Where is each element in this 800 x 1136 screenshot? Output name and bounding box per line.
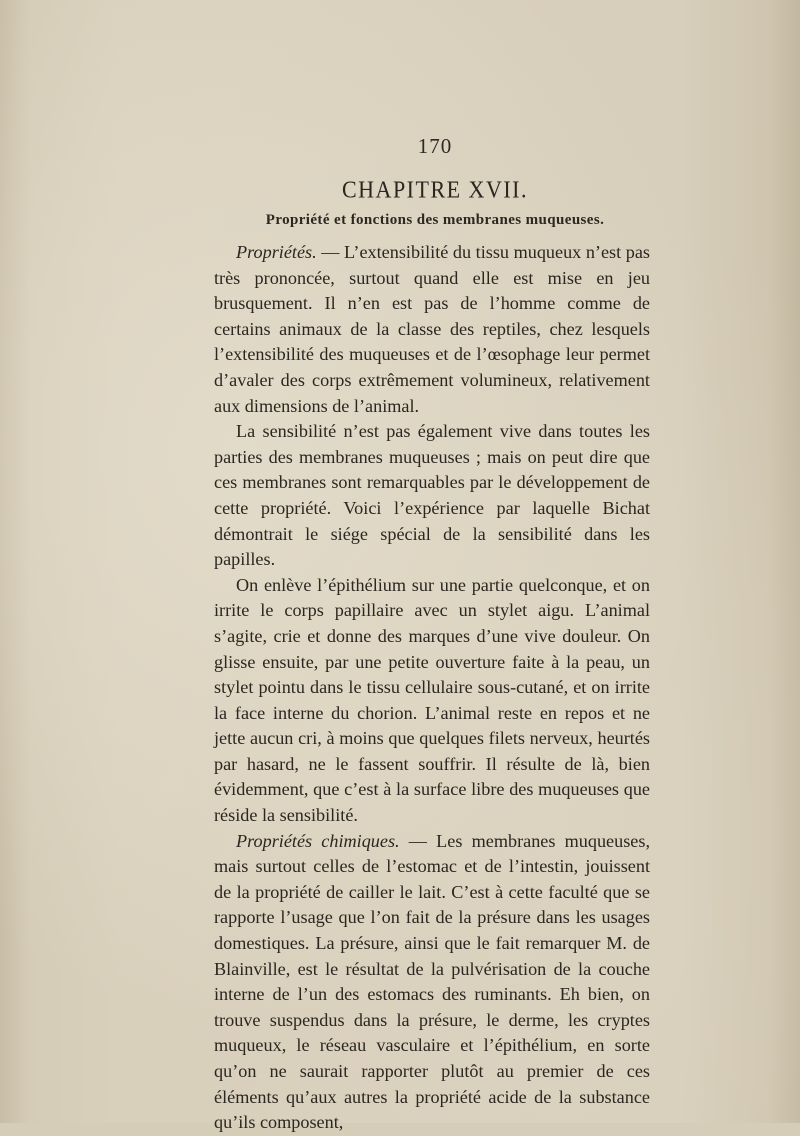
paragraph-sensibility [214, 419, 650, 573]
paragraph-properties [214, 240, 650, 419]
paragraph-experiment [214, 573, 650, 829]
paragraph-text: La sensibilité n’est pas également vive dans toutes les parties des membranes muqueuses ; mais on peut dire que ces membranes sont remarquables par le développement de cette propriété. Voici l’expérience par laquelle Bichat démontrait le siége spécial de la sensibilité dans les papilles. [214, 421, 650, 570]
paragraph-lead: Propriétés chimiques. [236, 830, 400, 851]
section-heading: Propriété et fonctions des membranes muqueuses. [265, 212, 605, 228]
page-number: 170 [417, 134, 453, 158]
paragraph-text: On enlève l’épithélium sur une partie quelconque, et on irrite le corps papillaire avec un stylet aigu. L’animal s’agite, crie et donne des marques d’une vive douleur. On glisse ensuite, par une petite ouverture faite à la peau, un stylet pointu dans le tissu cellulaire sous-cutané, et on irrite la face interne du chorion. L’animal reste en repos et ne jette aucun cri, à moins que quelques filets nerveux, heurtés par hasard, ne le fassent souffrir. Il résulte de là, bien évidemment, que c’est à la surface libre des muqueuses que réside la sensibilité. [214, 574, 650, 826]
paragraph-text: — L’extensibilité du tissu muqueux n’est pas très prononcée, surtout quand elle est mise en jeu brusquement. Il n’en est pas de l’homme comme de certains animaux de la classe des reptiles, chez lesquels l’extensibilité des muqueuses et de l’œsophage leur permet d’avaler des corps extrêmement volumineux, relativement aux dimensions de l’animal. [214, 242, 650, 416]
chapter-title: CHAPITRE XVII. [342, 175, 528, 203]
body-text [214, 240, 650, 1136]
paragraph-chemical-properties [214, 829, 650, 1136]
paragraph-lead: Propriétés. [236, 242, 317, 262]
paragraph-text: — Les membranes muqueuses, mais surtout celles de l’estomac et de l’intestin, jouissent de la propriété de cailler le lait. C’est à cette faculté que se rapporte l’usage que l’on fait de la présure dans les usages domestiques. La présure, ainsi que le fait remarquer M. de Blainville, est le résultat de la pulvérisation de la couche interne de l’un des estomacs des ruminants. Eh bien, on trouve suspendus dans la présure, le derme, les cryptes muqueux, le réseau vasculaire et l’épithélium, en sorte qu’on ne saurait rapporter plutôt au premier de ces éléments qu’aux autres la propriété acide de la substance qu’ils composent, [214, 830, 650, 1133]
